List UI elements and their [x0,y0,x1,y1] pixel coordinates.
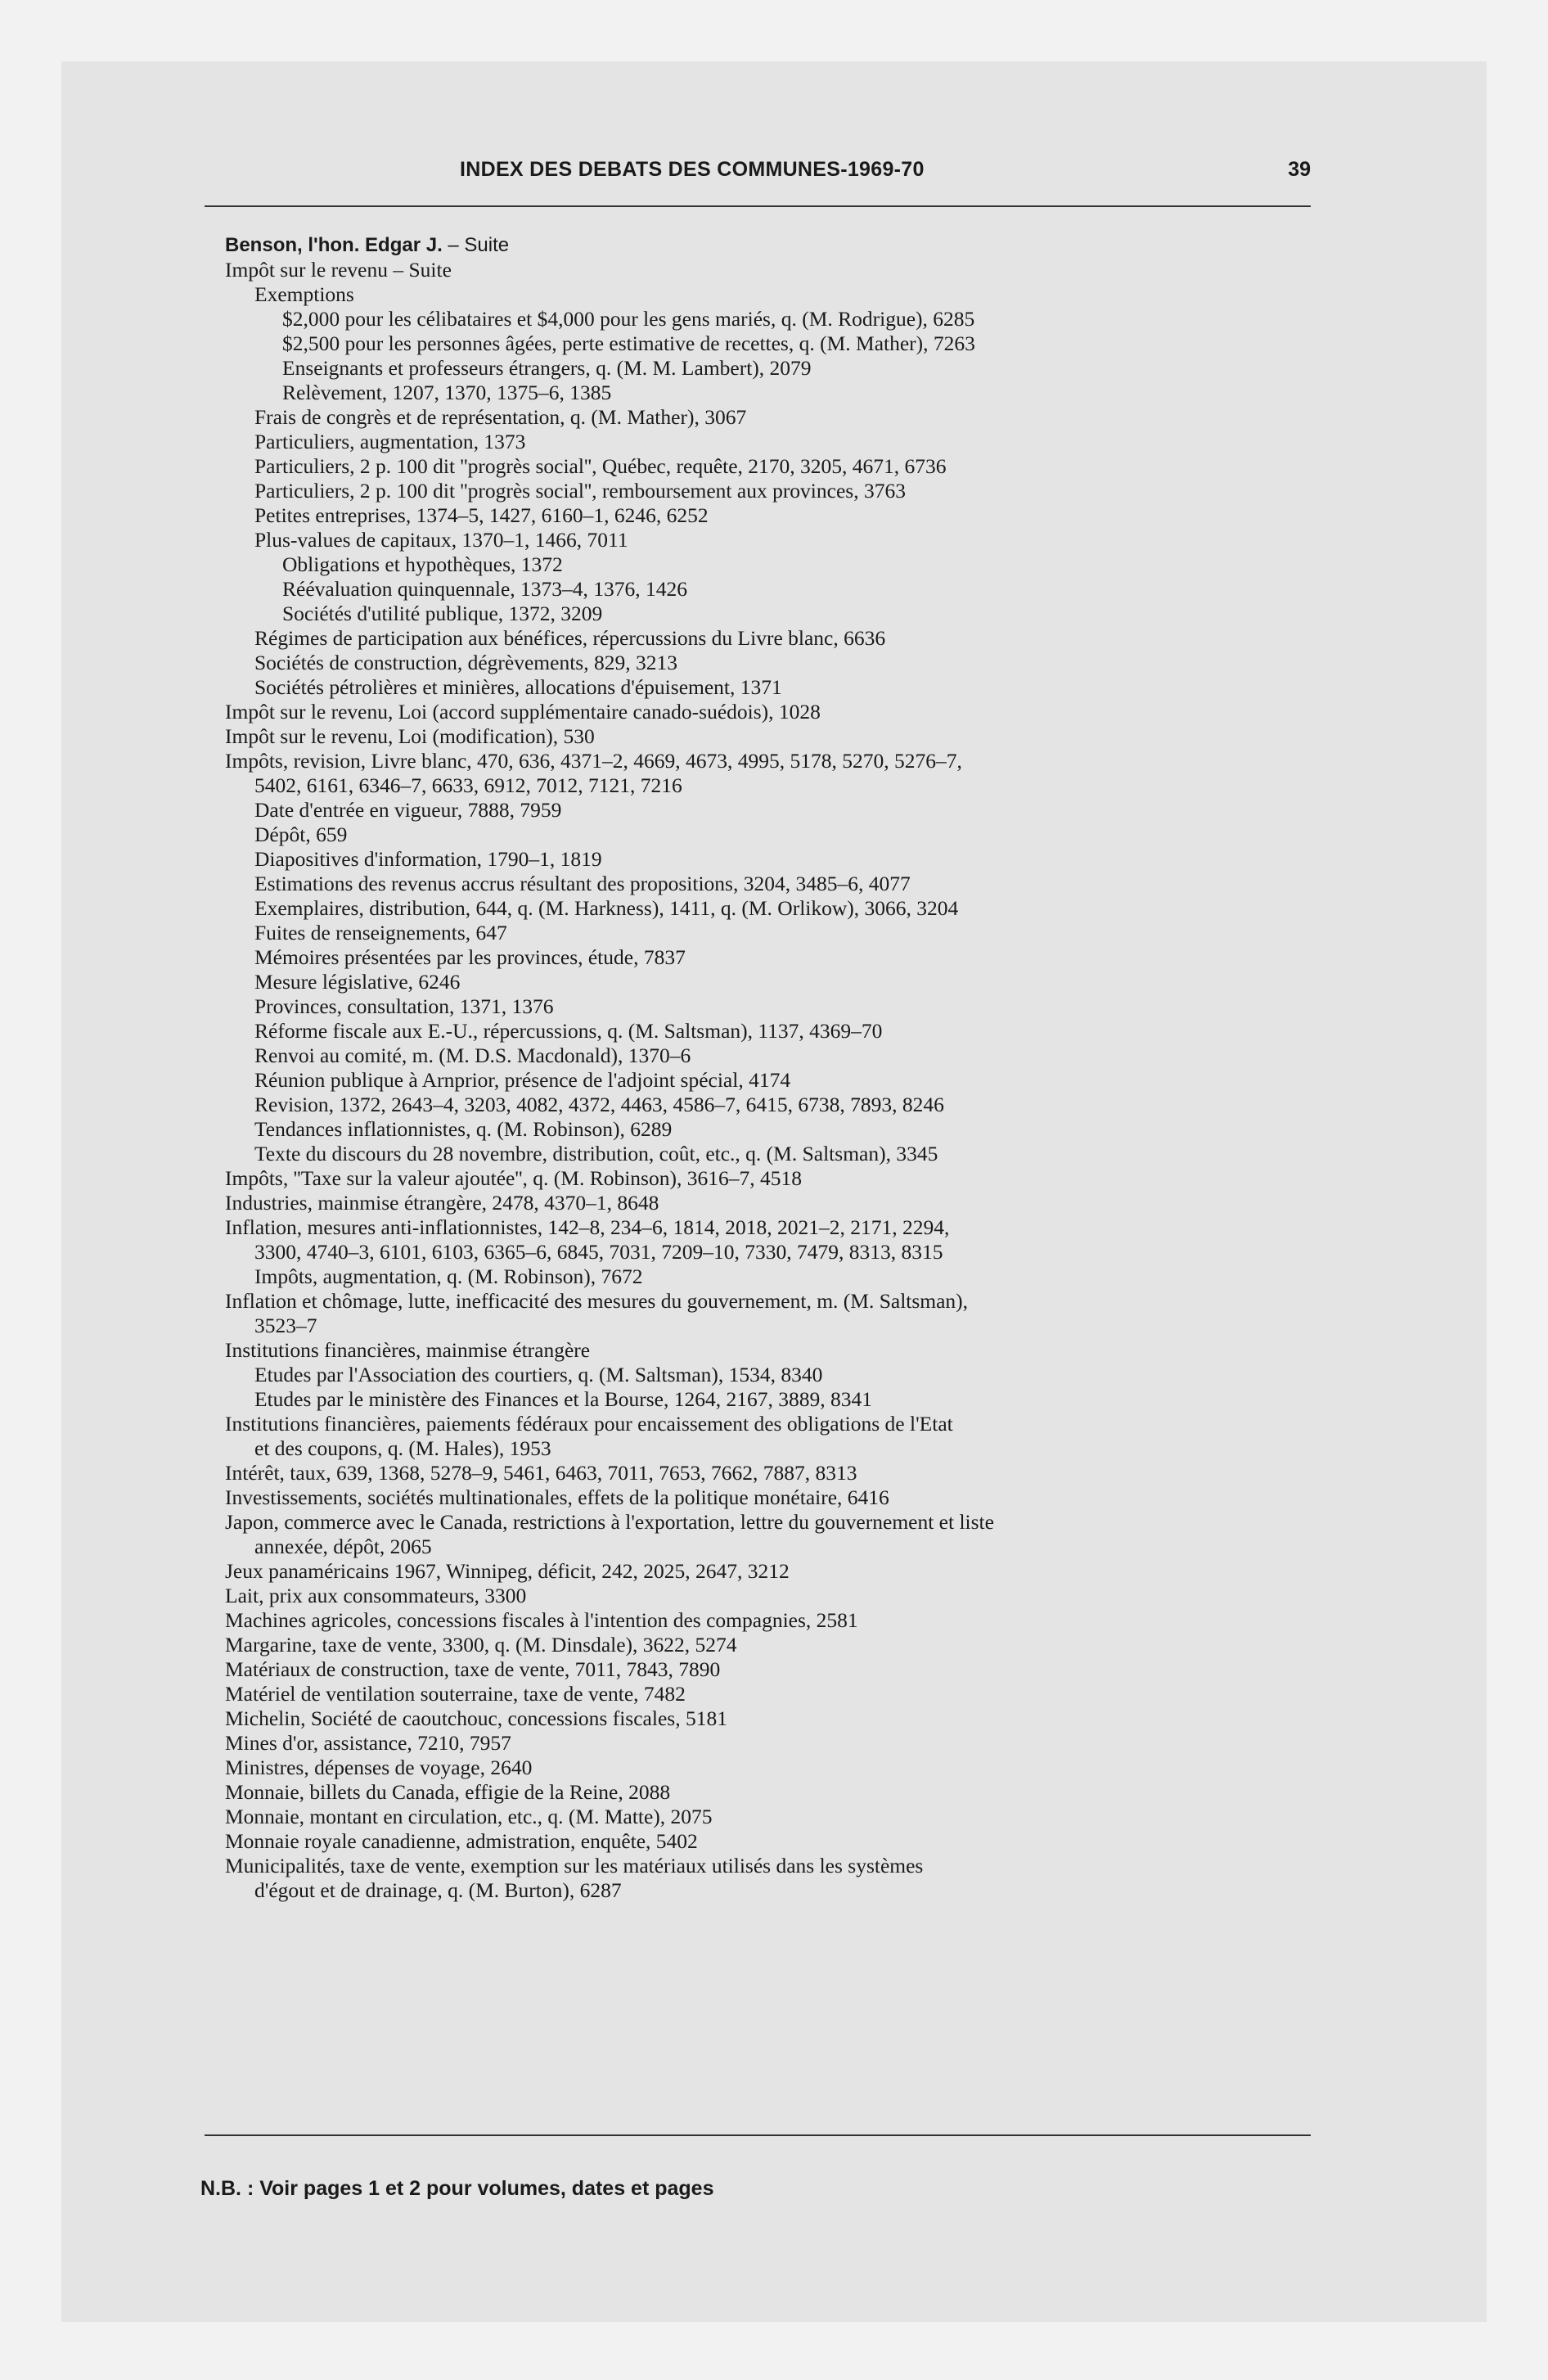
index-entry: Impôts, ''Taxe sur la valeur ajoutée'', q. (M. Robinson), 3616–7, 4518 [225,1166,802,1190]
index-entry: Particuliers, augmentation, 1373 [254,430,526,453]
index-entry: annexée, dépôt, 2065 [254,1535,432,1558]
entry-heading-name: Benson, l'hon. Edgar J. [225,234,443,256]
page-number: 39 [1288,158,1311,181]
index-entry: Mines d'or, assistance, 7210, 7957 [225,1731,511,1755]
index-entry: Michelin, Société de caoutchouc, concessions fiscales, 5181 [225,1706,727,1730]
index-entry: Institutions financières, paiements fédéraux pour encaissement des obligations de l'Etat [225,1412,953,1436]
index-entry: Réévaluation quinquennale, 1373–4, 1376, 1426 [282,577,688,601]
index-entry: Impôts, revision, Livre blanc, 470, 636, 4371–2, 4669, 4673, 4995, 5178, 5270, 5276–7, [225,749,962,773]
index-entry: Obligations et hypothèques, 1372 [282,552,563,576]
index-entry: Réforme fiscale aux E.-U., répercussions, q. (M. Saltsman), 1137, 4369–70 [254,1019,883,1043]
index-entry: Frais de congrès et de représentation, q. (M. Mather), 3067 [254,405,747,429]
index-entry: Réunion publique à Arnprior, présence de l'adjoint spécial, 4174 [254,1068,791,1092]
index-entry: Revision, 1372, 2643–4, 3203, 4082, 4372, 4463, 4586–7, 6415, 6738, 7893, 8246 [254,1093,944,1116]
index-entry: Impôt sur le revenu – Suite [225,258,452,282]
index-entry: Impôt sur le revenu, Loi (modification), 530 [225,724,595,748]
index-entry: Relèvement, 1207, 1370, 1375–6, 1385 [282,381,612,404]
index-entry: Exemplaires, distribution, 644, q. (M. Harkness), 1411, q. (M. Orlikow), 3066, 3204 [254,896,959,920]
index-entry: Japon, commerce avec le Canada, restrictions à l'exportation, lettre du gouvernement et liste [225,1510,994,1534]
index-entry: Sociétés d'utilité publique, 1372, 3209 [282,602,603,625]
index-entry: Particuliers, 2 p. 100 dit ''progrès social'', remboursement aux provinces, 3763 [254,479,906,503]
index-entry: Particuliers, 2 p. 100 dit ''progrès social'', Québec, requête, 2170, 3205, 4671, 6736 [254,454,947,478]
index-entry: 5402, 6161, 6346–7, 6633, 6912, 7012, 7121, 7216 [254,773,682,797]
index-entry: Diapositives d'information, 1790–1, 1819 [254,847,602,871]
index-entry: Sociétés de construction, dégrèvements, 829, 3213 [254,651,677,674]
index-entry: Date d'entrée en vigueur, 7888, 7959 [254,798,562,822]
index-entry: 3523–7 [254,1314,317,1337]
index-entry: Plus-values de capitaux, 1370–1, 1466, 7011 [254,528,628,552]
index-entry: Lait, prix aux consommateurs, 3300 [225,1584,527,1607]
index-entry: Mémoires présentées par les provinces, étude, 7837 [254,945,686,969]
index-entry: Sociétés pétrolières et minières, allocations d'épuisement, 1371 [254,675,782,699]
index-entry: Inflation et chômage, lutte, inefficacité des mesures du gouvernement, m. (M. Saltsman), [225,1289,969,1313]
index-entry: Monnaie, montant en circulation, etc., q. (M. Matte), 2075 [225,1805,713,1828]
index-entries [225,233,1346,1903]
index-entry: Monnaie royale canadienne, admistration, enquête, 5402 [225,1829,698,1853]
entry-heading-suffix: – Suite [442,234,510,256]
index-entry: Petites entreprises, 1374–5, 1427, 6160–1, 6246, 6252 [254,503,709,527]
index-entry: Mesure législative, 6246 [254,970,461,994]
index-entry: Provinces, consultation, 1371, 1376 [254,994,554,1018]
index-entry: Industries, mainmise étrangère, 2478, 4370–1, 8648 [225,1191,659,1215]
index-entry: Jeux panaméricains 1967, Winnipeg, déficit, 242, 2025, 2647, 3212 [225,1559,790,1583]
index-entry: 3300, 4740–3, 6101, 6103, 6365–6, 6845, 7031, 7209–10, 7330, 7479, 8313, 8315 [254,1240,943,1264]
index-entry: Impôt sur le revenu, Loi (accord supplémentaire canado-suédois), 1028 [225,700,821,723]
index-entry: Etudes par le ministère des Finances et la Bourse, 1264, 2167, 3889, 8341 [254,1387,872,1411]
index-entry: Investissements, sociétés multinationales, effets de la politique monétaire, 6416 [225,1485,889,1509]
index-entry: Enseignants et professeurs étrangers, q. (M. M. Lambert), 2079 [282,356,812,380]
index-entry: Matériel de ventilation souterraine, taxe de vente, 7482 [225,1682,686,1706]
index-entry: Texte du discours du 28 novembre, distribution, coût, etc., q. (M. Saltsman), 3345 [254,1142,938,1165]
index-entry: Etudes par l'Association des courtiers, q. (M. Saltsman), 1534, 8340 [254,1363,823,1386]
footer-rule [205,2134,1311,2136]
index-entry: Monnaie, billets du Canada, effigie de la Reine, 2088 [225,1780,671,1804]
index-entry: Machines agricoles, concessions fiscales à l'intention des compagnies, 2581 [225,1608,858,1632]
index-entry: et des coupons, q. (M. Hales), 1953 [254,1436,551,1460]
index-entry: Inflation, mesures anti-inflationnistes, 142–8, 234–6, 1814, 2018, 2021–2, 2171, 2294, [225,1215,950,1239]
index-entry: Tendances inflationnistes, q. (M. Robinson), 6289 [254,1117,673,1141]
index-entry-heading [225,233,1346,258]
index-entry: Institutions financières, mainmise étrangère [225,1338,591,1362]
index-entry: Renvoi au comité, m. (M. D.S. Macdonald), 1370–6 [254,1044,691,1067]
index-entry: $2,000 pour les célibataires et $4,000 pour les gens mariés, q. (M. Rodrigue), 6285 [282,307,975,331]
index-entry: Impôts, augmentation, q. (M. Robinson), 7672 [254,1264,643,1288]
index-entry: Municipalités, taxe de vente, exemption sur les matériaux utilisés dans les systèmes [225,1854,924,1877]
index-entry: Fuites de renseignements, 647 [254,921,507,944]
footnote: N.B. : Voir pages 1 et 2 pour volumes, dates et pages [200,2177,714,2200]
page-title: INDEX DES DEBATS DES COMMUNES-1969-70 [460,158,925,181]
index-entry: Dépôt, 659 [254,823,348,846]
index-entry: Exemptions [254,282,354,306]
index-entry: Régimes de participation aux bénéfices, répercussions du Livre blanc, 6636 [254,626,886,650]
index-entry: d'égout et de drainage, q. (M. Burton), 6287 [254,1878,622,1902]
index-entry: $2,500 pour les personnes âgées, perte estimative de recettes, q. (M. Mather), 7263 [282,331,975,355]
index-entry: Matériaux de construction, taxe de vente, 7011, 7843, 7890 [225,1657,721,1681]
page-header [205,151,1311,191]
header-rule [205,205,1311,207]
index-entry: Estimations des revenus accrus résultant des propositions, 3204, 3485–6, 4077 [254,872,911,895]
index-entry: Margarine, taxe de vente, 3300, q. (M. Dinsdale), 3622, 5274 [225,1633,737,1657]
index-entry: Ministres, dépenses de voyage, 2640 [225,1756,533,1779]
index-entry: Intérêt, taux, 639, 1368, 5278–9, 5461, 6463, 7011, 7653, 7662, 7887, 8313 [225,1461,857,1485]
